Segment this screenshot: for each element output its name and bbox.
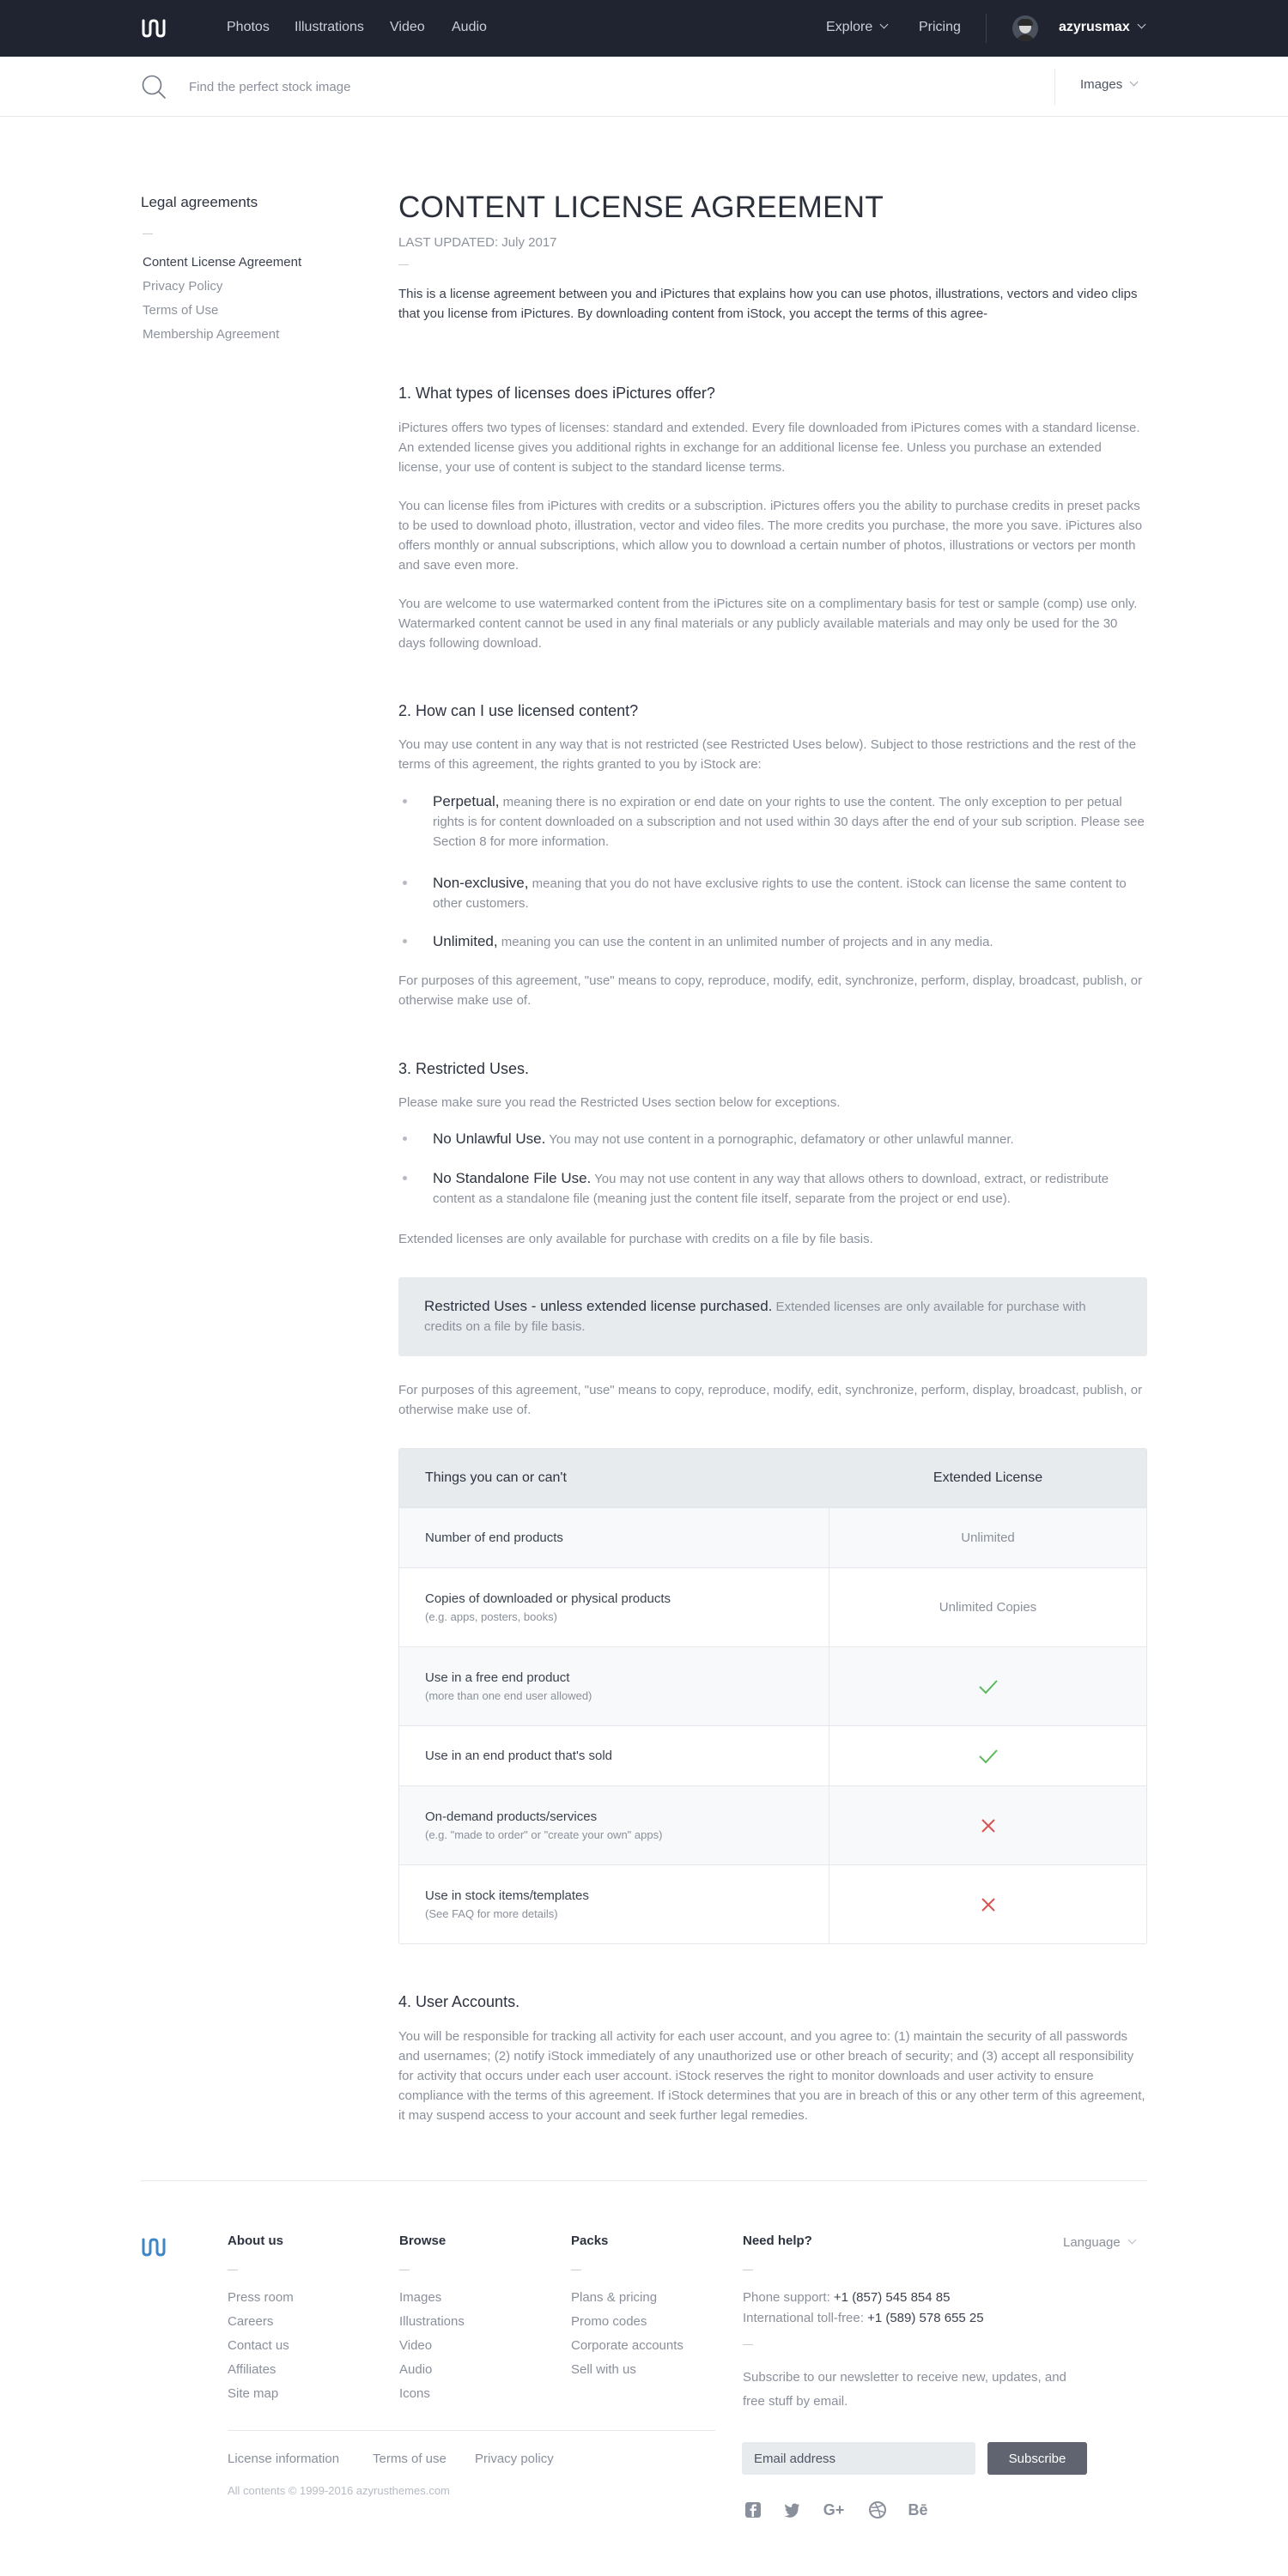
footer-column-browse — [399, 2234, 465, 2409]
table-row — [399, 1646, 1146, 1725]
row-label-cell — [399, 1726, 829, 1785]
intl-number[interactable]: +1 (589) 578 655 25 — [867, 2311, 984, 2325]
behance-icon[interactable]: Bē — [908, 2501, 928, 2518]
row-label: Use in stock items/templates — [425, 1888, 589, 1903]
footer-link-site-map[interactable]: Site map — [228, 2386, 279, 2401]
footer-heading-packs: Packs — [571, 2234, 609, 2248]
sidebar-item-membership-agreement[interactable]: Membership Agreement — [143, 327, 280, 342]
chevron-down-icon — [1127, 2236, 1136, 2245]
top-navigation-bar — [0, 0, 1288, 57]
footer-heading-browse: Browse — [399, 2234, 447, 2248]
title-divider — [398, 264, 409, 265]
footer-link-press-room[interactable]: Press room — [228, 2290, 294, 2305]
sidebar-divider — [143, 233, 153, 234]
table-row — [399, 1567, 1146, 1646]
row-value-cell — [829, 1647, 1146, 1725]
sidebar-nav — [143, 254, 301, 350]
footer-link-plans-pricing[interactable]: Plans & pricing — [571, 2290, 658, 2305]
sidebar-title: Legal agreements — [141, 194, 258, 210]
footer-heading-help: Need help? — [743, 2234, 812, 2248]
footer-column-help — [743, 2234, 1078, 2414]
explore-dropdown[interactable] — [826, 20, 887, 35]
bullet-text: You may not use content in a pornographic, defamatory or other unlawful manner. — [545, 1132, 1014, 1147]
table-row — [399, 1725, 1146, 1785]
row-value-cell — [829, 1786, 1146, 1864]
intro-paragraph: This is a license agreement between you and iPictures that explains how you can use photos, illustrations, vectors and video clips that you license from iPictures. By downloading content from iStock, you accept the terms of this agree- — [398, 287, 1138, 321]
cross-icon — [981, 1897, 996, 1912]
row-label-cell — [399, 1786, 829, 1864]
row-value-cell — [829, 1726, 1146, 1785]
bullet-text: meaning you can use the content in an unlimited number of projects and in any media. — [497, 935, 993, 949]
bullet-no-standalone-file-use — [398, 1168, 1147, 1209]
footer-link-careers[interactable]: Careers — [228, 2314, 274, 2329]
nav-link-audio[interactable]: Audio — [452, 20, 487, 34]
footer-column-about — [228, 2234, 294, 2409]
newsletter-text: Subscribe to our newsletter to receive new, updates, and free stuff by email. — [743, 2370, 1066, 2409]
row-label: On-demand products/services — [425, 1809, 598, 1824]
bullet-perpetual — [398, 791, 1147, 852]
check-icon — [978, 1678, 999, 1695]
search-divider — [1054, 69, 1055, 105]
twitter-icon[interactable] — [781, 2500, 802, 2520]
table-header-extended: Extended License — [933, 1470, 1043, 1485]
sidebar-item-content-license[interactable]: Content License Agreement — [143, 255, 302, 270]
section-1-paragraph-3: You are welcome to use watermarked content from the iPictures site on a complimentary basis for test or sample (comp) use only. Watermarked content cannot be used in any final materials or any publicly available materials and may only be used for the 30 days following download. — [398, 597, 1138, 651]
bullet-text: meaning that you do not have exclusive rights to use the content. iStock can license the same content to other customers. — [433, 876, 1127, 911]
main-content — [398, 189, 1147, 2123]
search-icon[interactable] — [141, 74, 167, 100]
bullet-non-exclusive — [398, 873, 1147, 913]
bullet-no-unlawful-use — [398, 1129, 1147, 1149]
row-label-cell — [399, 1508, 829, 1567]
restricted-uses-notice — [398, 1277, 1147, 1356]
section-2-paragraph-2: For purposes of this agreement, "use" means to copy, reproduce, modify, edit, synchronize, perform, display, broadcast, publish, or otherwise make use of. — [398, 973, 1143, 1008]
section-2-paragraph-1: You may use content in any way that is not restricted (see Restricted Uses below). Subject to those restrictions and the rest of the terms of this agreement, the rights granted to you by iStock are: — [398, 737, 1137, 772]
table-row — [399, 1785, 1146, 1864]
bullet-unlimited — [398, 931, 1147, 952]
footer-list-browse — [399, 2289, 465, 2409]
explore-label: Explore — [826, 20, 873, 34]
bullet-term: Non-exclusive, — [433, 875, 529, 891]
footer-bottom-divider — [228, 2430, 715, 2431]
table-row — [399, 1507, 1146, 1567]
avatar-hair — [1018, 19, 1033, 26]
row-value: Unlimited — [961, 1530, 1015, 1545]
section-1-paragraph-1: iPictures offers two types of licenses: standard and extended. Every file downloaded from iPictures comes with a standard license. An extended license gives you additional rights in exchange for an additional license fee. Unless you purchase an extended license, your use of content is subject to the standard license terms. — [398, 421, 1140, 475]
sidebar-item-terms-of-use[interactable]: Terms of Use — [143, 303, 219, 318]
row-label: Number of end products — [425, 1530, 563, 1545]
row-label: Use in an end product that's sold — [425, 1748, 612, 1763]
section-3-paragraph-2: Extended licenses are only available for purchase with credits on a file by file basis. — [398, 1232, 873, 1246]
nav-divider — [986, 14, 987, 43]
footer-link-affiliates[interactable]: Affiliates — [228, 2362, 276, 2377]
footer-link-audio[interactable]: Audio — [399, 2362, 433, 2377]
subscribe-button[interactable]: Subscribe — [987, 2442, 1087, 2475]
section-3-paragraph-1: Please make sure you read the Restricted Uses section below for exceptions. — [398, 1095, 841, 1110]
section-1-paragraph-2: You can license files from iPictures with credits or a subscription. iPictures offers you the ability to purchase credits in preset packs to be used to download photo, illustration, vector and video files. The more credits you purchase, the more you save. iPictures also offers monthly or annual subscriptions, which allow you to download a certain number of photos, illustrations or vectors per month and save even more. — [398, 499, 1143, 573]
nav-link-photos[interactable]: Photos — [227, 20, 270, 34]
search-input[interactable] — [189, 76, 841, 98]
phone-support-label: Phone support: — [743, 2290, 834, 2305]
footer-logo-icon[interactable] — [141, 2236, 167, 2258]
section-3-title: 3. Restricted Uses. — [398, 1060, 530, 1077]
bullet-text: meaning there is no expiration or end date on your rights to use the content. The only exception to per petual rights is for content downloaded on a subscription and not used within 30 days after the end of your sub scription. Please see Section 8 for more information. — [433, 795, 1145, 849]
search-type-select[interactable] — [1080, 77, 1137, 92]
copyright: All contents © 1999-2016 azyrusthemes.com — [228, 2484, 450, 2497]
google-plus-icon[interactable]: G+ — [823, 2501, 845, 2518]
bullet-term: Perpetual, — [433, 793, 500, 809]
row-label-cell — [399, 1865, 829, 1943]
footer-heading-about: About us — [228, 2234, 283, 2248]
license-table — [398, 1448, 1147, 1944]
footer-link-video[interactable]: Video — [399, 2338, 433, 2353]
search-type-label: Images — [1080, 77, 1123, 92]
nav-link-pricing[interactable]: Pricing — [919, 20, 961, 34]
row-label: Copies of downloaded or physical products — [425, 1591, 671, 1606]
dribbble-icon[interactable] — [867, 2500, 888, 2520]
footer-link-terms-of-use[interactable]: Terms of use — [373, 2452, 447, 2466]
section-3-paragraph-3: For purposes of this agreement, "use" means to copy, reproduce, modify, edit, synchronize, perform, display, broadcast, publish, or otherwise make use of. — [398, 1383, 1143, 1417]
section-4-paragraph-1: You will be responsible for tracking all activity for each user account, and you agree to: (1) maintain the security of all passwords and usernames; (2) notify iStock immediately of any unauthorized use or other breach of security; and (3) accept all responsibility for activity that occurs under each user account. iStock reserves the right to monitor downloads and user activity to ensure compliance with the terms of this agreement. If iStock determines that you are in breach of this or any other term of this agreement, it may suspend access to your account and seek further legal remedies. — [398, 2029, 1145, 2123]
user-menu[interactable] — [1059, 20, 1145, 35]
bullet-term: No Standalone File Use. — [433, 1170, 592, 1186]
chevron-down-icon — [1137, 21, 1145, 29]
footer-column-packs — [571, 2234, 683, 2385]
chevron-down-icon — [1130, 78, 1139, 87]
row-label-cell — [399, 1647, 829, 1725]
footer-link-promo-codes[interactable]: Promo codes — [571, 2314, 647, 2329]
footer-link-illustrations[interactable]: Illustrations — [399, 2314, 465, 2329]
check-icon — [978, 1748, 999, 1765]
intl-label: International toll-free: — [743, 2311, 868, 2325]
nav-link-video[interactable]: Video — [390, 20, 425, 34]
avatar-body — [1016, 34, 1035, 41]
row-note: (more than one end user allowed) — [425, 1688, 592, 1702]
footer-link-contact-us[interactable]: Contact us — [228, 2338, 289, 2353]
bullet-term: No Unlawful Use. — [433, 1130, 546, 1147]
language-label: Language — [1063, 2235, 1121, 2250]
notice-term: Restricted Uses - unless extended license purchased. — [424, 1298, 773, 1314]
footer-link-sell-with-us[interactable]: Sell with us — [571, 2362, 636, 2377]
footer-link-corporate-accounts[interactable]: Corporate accounts — [571, 2338, 683, 2353]
cross-icon — [981, 1818, 996, 1834]
language-select[interactable] — [1063, 2235, 1135, 2250]
logo-icon[interactable] — [141, 17, 167, 39]
facebook-icon[interactable] — [743, 2500, 763, 2520]
row-value-cell — [829, 1865, 1146, 1943]
footer-link-images[interactable]: Images — [399, 2290, 442, 2305]
footer-link-icons[interactable]: Icons — [399, 2386, 430, 2401]
phone-support-number[interactable]: +1 (857) 545 854 85 — [833, 2290, 951, 2305]
chevron-down-icon — [880, 21, 889, 29]
section-1-title: 1. What types of licenses does iPictures offer? — [398, 385, 715, 402]
row-note: (See FAQ for more details) — [425, 1906, 558, 1920]
row-label-cell — [399, 1568, 829, 1646]
page-title: CONTENT LICENSE AGREEMENT — [398, 191, 884, 224]
last-updated: LAST UPDATED: July 2017 — [398, 235, 557, 250]
table-header-things: Things you can or can't — [425, 1470, 567, 1485]
phone-support — [743, 2289, 1078, 2310]
footer-list-packs — [571, 2289, 683, 2385]
avatar[interactable] — [1012, 15, 1038, 41]
notice-text: Extended licenses are only available for purchase with credits on a file by file basis. — [424, 1300, 1086, 1334]
newsletter-email-input[interactable] — [742, 2442, 975, 2475]
footer-list-about — [228, 2289, 294, 2409]
footer-dash — [743, 2344, 753, 2345]
table-body — [399, 1507, 1146, 1943]
bullet-text: You may not use content in any way that allows others to download, extract, or redistribute content as a standalone file (meaning just the content file itself, separate from the project or end use). — [433, 1172, 1109, 1206]
section-2-title: 2. How can I use licensed content? — [398, 702, 639, 719]
row-note: (e.g. "made to order" or "create your own" apps) — [425, 1827, 663, 1841]
row-label: Use in a free end product — [425, 1670, 570, 1685]
row-value: Unlimited Copies — [939, 1600, 1037, 1615]
sidebar-item-privacy-policy[interactable]: Privacy Policy — [143, 279, 223, 294]
search-bar — [0, 57, 1288, 117]
table-row — [399, 1864, 1146, 1943]
section-4-title: 4. User Accounts. — [398, 1993, 520, 2010]
username: azyrusmax — [1059, 20, 1130, 34]
footer-link-privacy-policy[interactable]: Privacy policy — [475, 2452, 554, 2466]
table-header — [399, 1449, 1146, 1507]
footer-divider — [141, 2180, 1147, 2181]
nav-link-illustrations[interactable]: Illustrations — [295, 20, 364, 34]
footer-link-license-information[interactable]: License information — [228, 2452, 340, 2466]
bullet-term: Unlimited, — [433, 933, 498, 949]
international-toll-free — [743, 2310, 1078, 2331]
row-note: (e.g. apps, posters, books) — [425, 1609, 557, 1623]
